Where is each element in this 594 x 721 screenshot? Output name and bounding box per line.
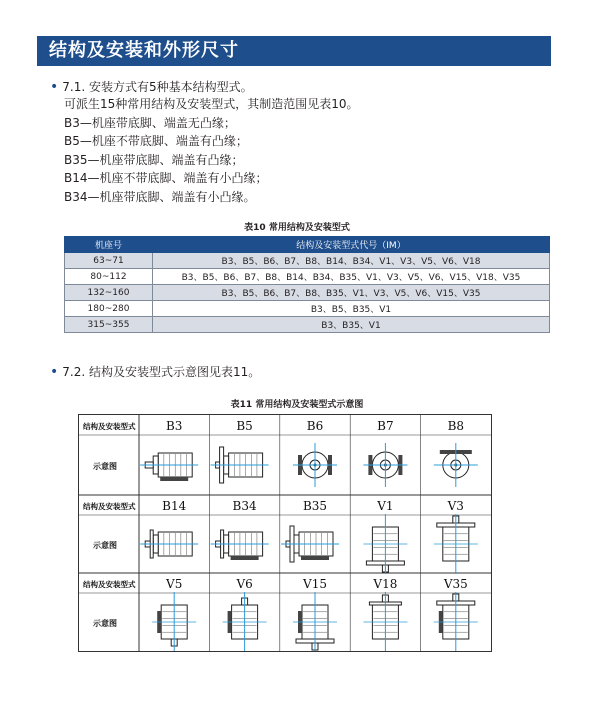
mounting-diagram-b7: [363, 443, 407, 487]
mounting-diagram-v35: [434, 592, 478, 651]
row-label-cell: 结构及安装型式: [83, 580, 136, 589]
diagram-label-cell: 示意图: [93, 461, 117, 471]
row-label-cell: 结构及安装型式: [83, 502, 136, 511]
mounting-diagram-b5: [211, 447, 269, 483]
diagram-grid-svg: [79, 415, 491, 651]
table-cell: 180~280: [65, 301, 153, 317]
row-label-cell: 结构及安装型式: [83, 422, 136, 431]
table-header-cell: 机座号: [65, 237, 153, 253]
table10-caption: 表10 常用结构及安装型式: [244, 223, 350, 233]
diagram-label-cell: 示意图: [93, 540, 117, 550]
section-7-2-text: 7.2. 结构及安装型式示意图见表11。: [62, 365, 261, 379]
mounting-code-v35: V35: [443, 577, 468, 591]
mounting-code-v3: V3: [447, 499, 464, 513]
mounting-code-v5: V5: [166, 577, 183, 591]
table-cell: B3、B5、B6、B7、B8、B14、B34、B35、V1、V3、V5、V6、V15、V18、V35: [153, 269, 550, 285]
mounting-diagram-b6: [293, 443, 337, 487]
diagram-label-cell: 示意图: [93, 618, 117, 628]
page-title-banner: 结构及安装和外形尺寸: [37, 36, 551, 66]
mounting-code-b6: B6: [306, 419, 324, 433]
text-line: B35—机座带底脚、端盖有凸缘；: [64, 152, 244, 167]
mounting-diagram-v18: [363, 592, 407, 651]
mounting-diagram-b14: [140, 530, 198, 558]
table-row: [65, 253, 550, 269]
section-7-2-heading: [50, 363, 260, 380]
table11-caption: 表11 常用结构及安装型式示意图: [230, 400, 364, 410]
text-line: B14—机座不带底脚、端盖有小凸缘；: [64, 171, 268, 185]
mounting-diagram-v6: [223, 592, 267, 651]
mounting-code-v6: V6: [236, 577, 253, 591]
bullet-icon: •: [50, 364, 59, 380]
mounting-code-v15: V15: [303, 577, 327, 591]
mounting-code-b34: B34: [232, 499, 257, 513]
mounting-code-b7: B7: [377, 419, 394, 433]
section-7-1-heading: [50, 78, 253, 95]
table-cell: B3、B35、V1: [153, 317, 550, 333]
mounting-code-b5: B5: [236, 419, 253, 433]
mounting-diagram-v1: [363, 514, 407, 574]
mounting-diagram-v15: [293, 592, 337, 651]
mounting-code-b3: B3: [165, 419, 183, 433]
mounting-code-b35: B35: [302, 499, 328, 513]
section-7-1-lines: [64, 95, 359, 206]
mounting-code-b14: B14: [162, 499, 187, 513]
text-line: 可派生15种常用结构及安装型式，其制造范围见表10。: [64, 97, 359, 111]
text-line: B5—机座不带底脚、端盖有凸缘；: [64, 134, 248, 148]
table-cell: 80~112: [65, 269, 153, 285]
mounting-code-v18: V18: [373, 577, 398, 591]
table-cell: 132~160: [65, 285, 153, 301]
table-header-row: [65, 237, 550, 253]
mounting-code-v1: V1: [377, 499, 394, 513]
bullet-icon: •: [50, 79, 59, 95]
mounting-diagram-v3: [434, 514, 478, 574]
table-cell: B3、B5、B6、B7、B8、B14、B34、V1、V3、V5、V6、V18: [153, 253, 550, 269]
table-cell: 63~71: [65, 253, 153, 269]
mounting-diagram-b35: [281, 526, 339, 562]
text-line: B34—机座带底脚、端盖有小凸缘。: [64, 189, 256, 204]
mounting-diagram-b3: [140, 453, 198, 481]
mounting-diagram-b8: [434, 443, 478, 487]
text-line: B3—机座带底脚、端盖无凸缘；: [64, 115, 236, 130]
section-7-1-text: 7.1. 安装方式有5种基本结构型式。: [62, 80, 253, 94]
table-row: [65, 285, 550, 301]
mounting-code-b8: B8: [447, 419, 465, 433]
table10: [64, 236, 550, 333]
mounting-diagram-v5: [152, 592, 196, 651]
table-row: [65, 269, 550, 285]
table-cell: B3、B5、B35、V1: [153, 301, 550, 317]
table-header-cell: 结构及安装型式代号（IM）: [153, 237, 550, 253]
table-row: [65, 301, 550, 317]
table11-diagram-grid: [78, 414, 492, 652]
table-cell: B3、B5、B6、B7、B8、B35、V1、V3、V5、V6、V15、V35: [153, 285, 550, 301]
table-row: [65, 317, 550, 333]
table-cell: 315~355: [65, 317, 153, 333]
mounting-diagram-b34: [211, 530, 269, 560]
